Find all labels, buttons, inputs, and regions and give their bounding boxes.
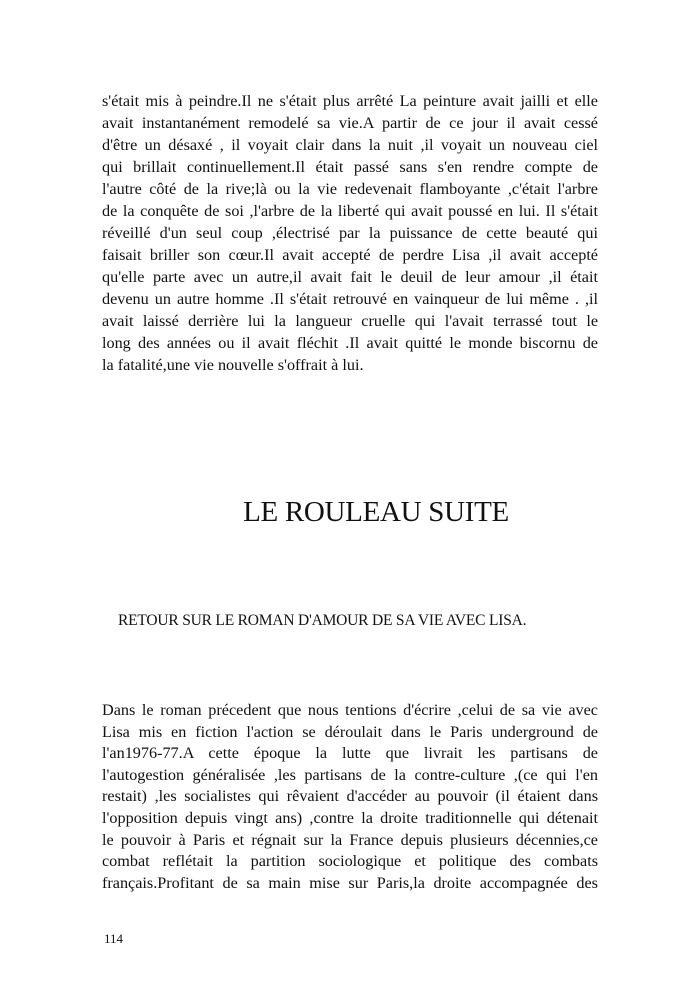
text-line: qui brillait continuellement.Il était passé sans s'en rendre compte de [102, 158, 598, 176]
chapter-title: LE ROULEAU SUITE [243, 496, 509, 528]
text-line: le pouvoir à Paris et régnait sur la France depuis plusieurs décennies,ce [102, 830, 598, 849]
text-line: l'opposition depuis vingt ans) ,contre la droite traditionnelle qui détenait [102, 808, 598, 827]
text-line: l'autogestion généralisée ,les partisans de la contre-culture ,(ce qui l'en [102, 765, 598, 784]
paragraph-1 [102, 90, 598, 376]
text-line: restait) ,les socialistes qui rêvaient d'accéder au pouvoir (il étaient dans [102, 787, 598, 806]
text-line: faisait briller son cœur.Il avait accepté de perdre Lisa ,il avait accepté [102, 246, 598, 264]
paragraph-2 [102, 700, 598, 894]
text-line: l'autre côté de la rive;là ou la vie redevenait flamboyante ,c'était l'arbre [102, 180, 598, 198]
text-line: qu'elle parte avec un autre,il avait fait le deuil de leur amour ,il était [102, 268, 598, 286]
text-line: long des années ou il avait fléchit .Il avait quitté le monde biscornu de [102, 334, 598, 352]
text-line: avait instantanément remodelé sa vie.A partir de ce jour il avait cessé [102, 114, 598, 132]
text-line: s'était mis à peindre.Il ne s'était plus arrêté La peinture avait jailli et elle [102, 92, 598, 110]
chapter-subtitle: RETOUR SUR LE ROMAN D'AMOUR DE SA VIE AVEC LISA. [118, 612, 527, 629]
text-line: avait laissé derrière lui la langueur cruelle qui l'avait terrassé tout le [102, 312, 598, 330]
text-line: Lisa mis en fiction l'action se déroulait dans le Paris underground de [102, 722, 598, 741]
text-line: d'être un désaxé , il voyait clair dans la nuit ,il voyait un nouveau ciel [102, 136, 598, 154]
page-number: 114 [104, 931, 124, 946]
text-line: réveillé d'un seul coup ,électrisé par la puissance de cette beauté qui [102, 224, 598, 242]
text-line: la fatalité,une vie nouvelle s'offrait à lui. [102, 356, 364, 374]
text-line: Dans le roman précedent que nous tentions d'écrire ,celui de sa vie avec [102, 701, 598, 719]
text-line: français.Profitant de sa main mise sur Paris,la droite accompagnée des [102, 873, 598, 892]
text-line: de la conquête de soi ,l'arbre de la liberté qui avait poussé en lui. Il s'était [102, 202, 598, 220]
text-line: l'an1976-77.A cette époque la lutte que livrait les partisans de [102, 744, 598, 763]
text-line: combat reflétait la partition sociologique et politique des combats [102, 852, 598, 871]
text-line: devenu un autre homme .Il s'était retrouvé en vainqueur de lui même . ,il [102, 290, 598, 308]
